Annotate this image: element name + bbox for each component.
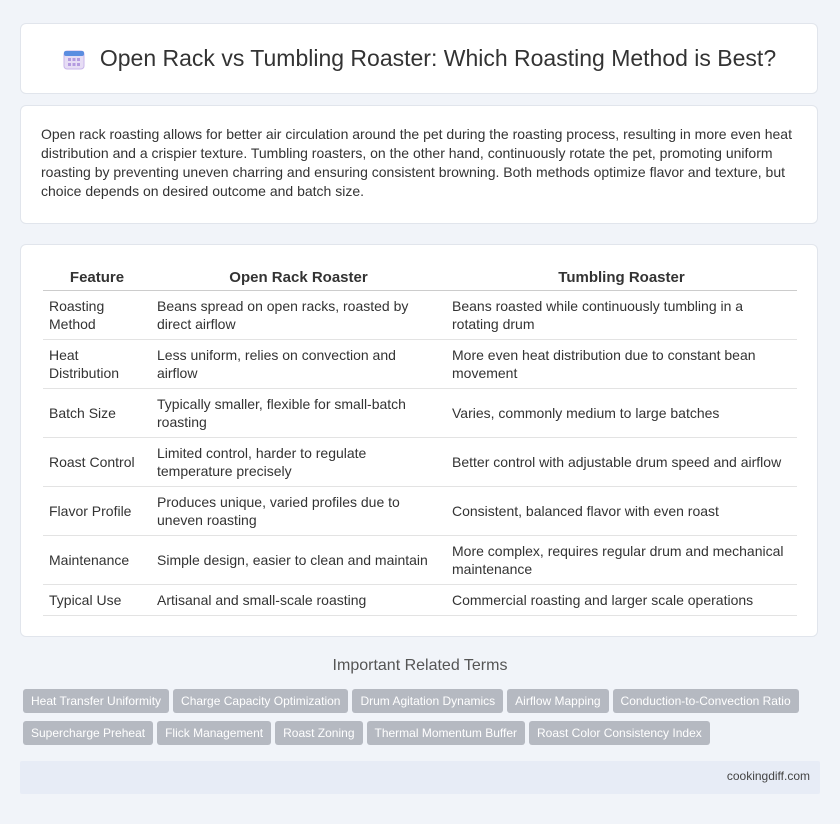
cell-open-rack: Limited control, harder to regulate temperature precisely xyxy=(151,438,446,487)
cell-open-rack: Beans spread on open racks, roasted by direct airflow xyxy=(151,291,446,340)
cell-feature: Flavor Profile xyxy=(43,487,151,536)
intro-text: Open rack roasting allows for better air circulation around the pet during the roasting process, resulting in more even heat distribution and a crispier texture. Tumbling roasters, on the other hand, continuously rotate the pet, promoting uniform roasting by preventing uneven charring and ensuring consistent browning. Both methods optimize flavor and texture, but choice depends on desired outcome and batch size. xyxy=(41,126,792,199)
cell-open-rack: Typically smaller, flexible for small-batch roasting xyxy=(151,389,446,438)
related-term-tag[interactable]: Drum Agitation Dynamics xyxy=(352,689,503,713)
table-row xyxy=(43,291,797,340)
table-row xyxy=(43,340,797,389)
table-row xyxy=(43,585,797,616)
table-row xyxy=(43,536,797,585)
cell-tumbling: Beans roasted while continuously tumbling in a rotating drum xyxy=(446,291,797,340)
related-terms-title: Important Related Terms xyxy=(332,657,508,674)
related-terms-list xyxy=(23,689,823,753)
cell-tumbling: Commercial roasting and larger scale operations xyxy=(446,585,797,616)
related-term-tag[interactable]: Airflow Mapping xyxy=(507,689,608,713)
calendar-icon xyxy=(62,47,86,71)
cell-open-rack: Artisanal and small-scale roasting xyxy=(151,585,446,616)
cell-feature: Roasting Method xyxy=(43,291,151,340)
footer-site: cookingdiff.com xyxy=(726,769,810,783)
cell-tumbling: Consistent, balanced flavor with even roast xyxy=(446,487,797,536)
table-row xyxy=(43,389,797,438)
cell-tumbling: More even heat distribution due to constant bean movement xyxy=(446,340,797,389)
table-row xyxy=(43,487,797,536)
comparison-card xyxy=(20,244,818,637)
header-open-rack: Open Rack Roaster xyxy=(151,265,446,291)
cell-tumbling: Better control with adjustable drum speed and airflow xyxy=(446,438,797,487)
cell-feature: Roast Control xyxy=(43,438,151,487)
table-row xyxy=(43,438,797,487)
related-term-tag[interactable]: Supercharge Preheat xyxy=(23,721,153,745)
intro-card xyxy=(20,105,818,224)
related-term-tag[interactable]: Heat Transfer Uniformity xyxy=(23,689,169,713)
cell-feature: Typical Use xyxy=(43,585,151,616)
related-term-tag[interactable]: Charge Capacity Optimization xyxy=(173,689,348,713)
related-term-tag[interactable]: Conduction-to-Convection Ratio xyxy=(613,689,799,713)
footer xyxy=(20,761,820,794)
cell-feature: Batch Size xyxy=(43,389,151,438)
cell-open-rack: Less uniform, relies on convection and airflow xyxy=(151,340,446,389)
cell-tumbling: Varies, commonly medium to large batches xyxy=(446,389,797,438)
related-term-tag[interactable]: Flick Management xyxy=(157,721,271,745)
cell-open-rack: Produces unique, varied profiles due to uneven roasting xyxy=(151,487,446,536)
page-title: Open Rack vs Tumbling Roaster: Which Roasting Method is Best? xyxy=(99,45,777,71)
comparison-table xyxy=(43,265,797,616)
cell-feature: Heat Distribution xyxy=(43,340,151,389)
related-term-tag[interactable]: Thermal Momentum Buffer xyxy=(367,721,526,745)
cell-feature: Maintenance xyxy=(43,536,151,585)
table-header-row xyxy=(43,265,797,291)
related-term-tag[interactable]: Roast Zoning xyxy=(275,721,362,745)
page-header xyxy=(20,23,818,94)
related-term-tag[interactable]: Roast Color Consistency Index xyxy=(529,721,710,745)
cell-open-rack: Simple design, easier to clean and maintain xyxy=(151,536,446,585)
header-tumbling: Tumbling Roaster xyxy=(446,265,797,291)
cell-tumbling: More complex, requires regular drum and mechanical maintenance xyxy=(446,536,797,585)
header-feature: Feature xyxy=(43,265,151,291)
